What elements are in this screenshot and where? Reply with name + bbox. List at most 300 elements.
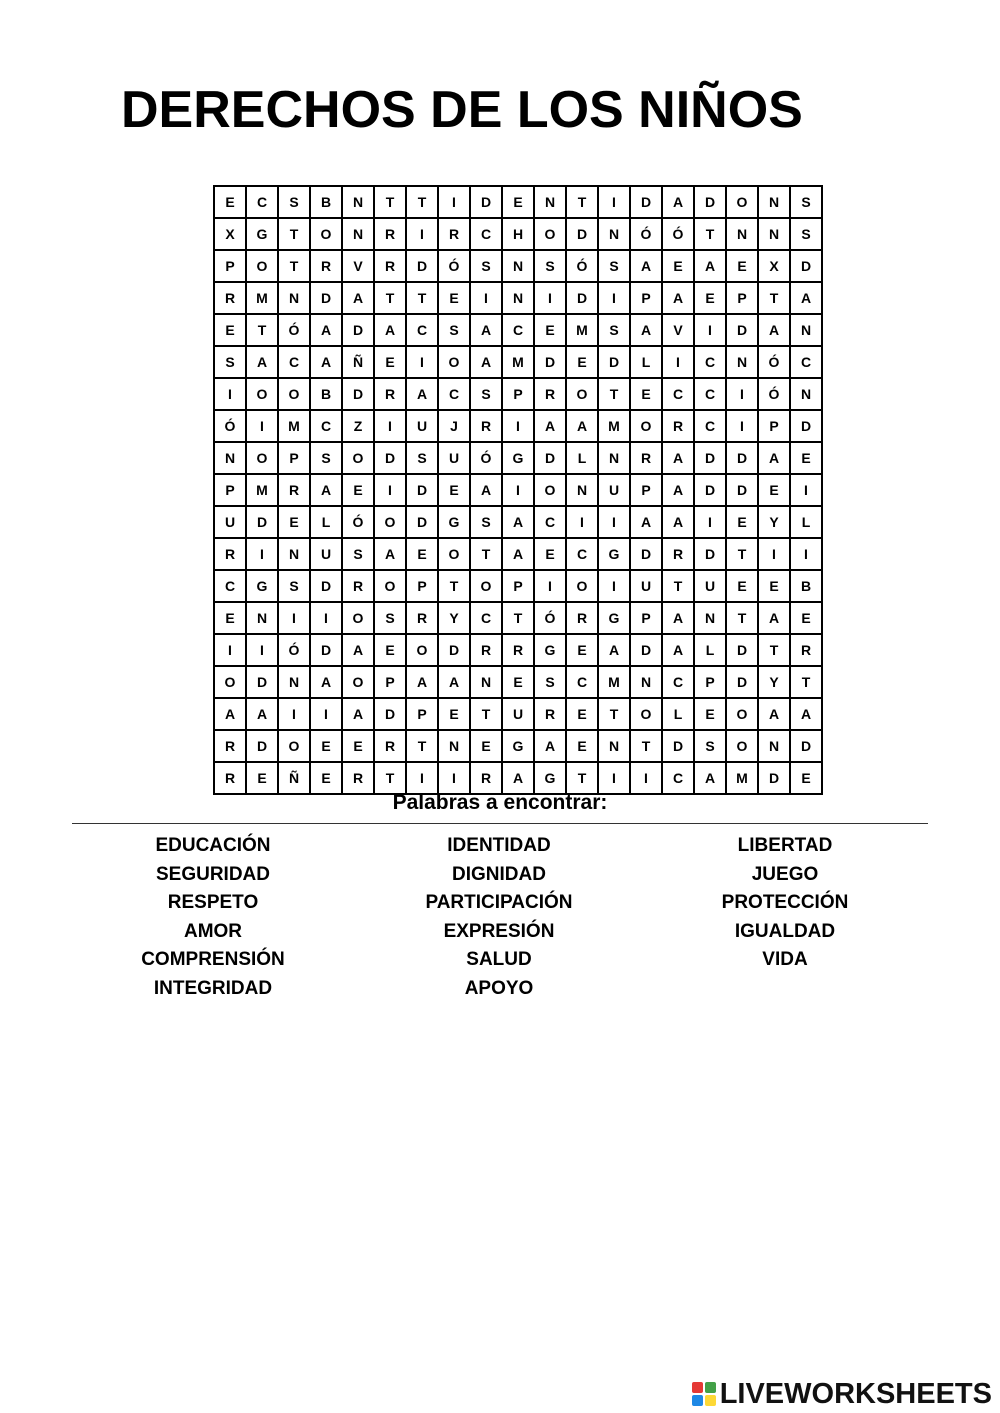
grid-cell[interactable]: P	[406, 698, 438, 730]
grid-cell[interactable]: O	[342, 602, 374, 634]
grid-cell[interactable]: D	[342, 314, 374, 346]
grid-cell[interactable]: T	[406, 730, 438, 762]
grid-cell[interactable]: Ó	[630, 218, 662, 250]
grid-cell[interactable]: E	[470, 730, 502, 762]
grid-cell[interactable]: Ó	[662, 218, 694, 250]
grid-cell[interactable]: R	[342, 570, 374, 602]
grid-cell[interactable]: T	[246, 314, 278, 346]
grid-cell[interactable]: Z	[342, 410, 374, 442]
grid-cell[interactable]: G	[534, 762, 566, 794]
grid-cell[interactable]: G	[502, 442, 534, 474]
grid-cell[interactable]: A	[662, 474, 694, 506]
grid-cell[interactable]: A	[662, 602, 694, 634]
grid-cell[interactable]: E	[214, 186, 246, 218]
grid-cell[interactable]: S	[278, 570, 310, 602]
grid-cell[interactable]: A	[566, 410, 598, 442]
grid-cell[interactable]: E	[726, 570, 758, 602]
grid-cell[interactable]: L	[566, 442, 598, 474]
grid-cell[interactable]: E	[726, 250, 758, 282]
grid-cell[interactable]: M	[598, 666, 630, 698]
grid-cell[interactable]: I	[374, 410, 406, 442]
grid-cell[interactable]: C	[790, 346, 822, 378]
grid-cell[interactable]: L	[662, 698, 694, 730]
grid-cell[interactable]: T	[278, 250, 310, 282]
grid-cell[interactable]: A	[630, 506, 662, 538]
grid-cell[interactable]: T	[566, 186, 598, 218]
grid-cell[interactable]: D	[630, 634, 662, 666]
grid-cell[interactable]: S	[310, 442, 342, 474]
grid-cell[interactable]: N	[694, 602, 726, 634]
grid-cell[interactable]: O	[374, 506, 406, 538]
grid-cell[interactable]: V	[342, 250, 374, 282]
grid-cell[interactable]: I	[598, 762, 630, 794]
grid-cell[interactable]: Ó	[438, 250, 470, 282]
grid-cell[interactable]: P	[406, 570, 438, 602]
grid-cell[interactable]: C	[406, 314, 438, 346]
grid-cell[interactable]: A	[758, 442, 790, 474]
grid-cell[interactable]: O	[726, 730, 758, 762]
grid-cell[interactable]: D	[630, 186, 662, 218]
grid-cell[interactable]: E	[726, 506, 758, 538]
grid-cell[interactable]: T	[662, 570, 694, 602]
grid-cell[interactable]: D	[310, 570, 342, 602]
grid-cell[interactable]: Ó	[758, 346, 790, 378]
grid-cell[interactable]: A	[310, 314, 342, 346]
grid-cell[interactable]: P	[758, 410, 790, 442]
grid-cell[interactable]: M	[246, 474, 278, 506]
grid-cell[interactable]: O	[246, 250, 278, 282]
grid-cell[interactable]: N	[758, 730, 790, 762]
grid-cell[interactable]: S	[278, 186, 310, 218]
grid-cell[interactable]: G	[598, 538, 630, 570]
grid-cell[interactable]: E	[534, 538, 566, 570]
grid-cell[interactable]: E	[694, 282, 726, 314]
grid-cell[interactable]: I	[534, 282, 566, 314]
grid-cell[interactable]: U	[502, 698, 534, 730]
grid-cell[interactable]: O	[566, 570, 598, 602]
grid-cell[interactable]: D	[374, 698, 406, 730]
grid-cell[interactable]: R	[790, 634, 822, 666]
grid-cell[interactable]: I	[694, 314, 726, 346]
grid-cell[interactable]: T	[438, 570, 470, 602]
grid-cell[interactable]: G	[246, 218, 278, 250]
grid-cell[interactable]: A	[342, 634, 374, 666]
grid-cell[interactable]: A	[758, 602, 790, 634]
grid-cell[interactable]: Ó	[342, 506, 374, 538]
grid-cell[interactable]: N	[598, 218, 630, 250]
grid-cell[interactable]: O	[438, 538, 470, 570]
grid-cell[interactable]: I	[502, 410, 534, 442]
grid-cell[interactable]: A	[662, 506, 694, 538]
grid-cell[interactable]: O	[438, 346, 470, 378]
grid-cell[interactable]: N	[278, 282, 310, 314]
grid-cell[interactable]: O	[310, 218, 342, 250]
grid-cell[interactable]: M	[502, 346, 534, 378]
grid-cell[interactable]: O	[726, 698, 758, 730]
grid-cell[interactable]: X	[758, 250, 790, 282]
grid-cell[interactable]: R	[534, 698, 566, 730]
grid-cell[interactable]: I	[758, 538, 790, 570]
grid-cell[interactable]: A	[534, 730, 566, 762]
grid-cell[interactable]: R	[374, 378, 406, 410]
grid-cell[interactable]: U	[598, 474, 630, 506]
grid-cell[interactable]: O	[214, 666, 246, 698]
grid-cell[interactable]: E	[630, 378, 662, 410]
grid-cell[interactable]: T	[470, 698, 502, 730]
grid-cell[interactable]: A	[534, 410, 566, 442]
grid-cell[interactable]: T	[758, 634, 790, 666]
grid-cell[interactable]: I	[470, 282, 502, 314]
grid-cell[interactable]: R	[310, 250, 342, 282]
grid-cell[interactable]: E	[534, 314, 566, 346]
grid-cell[interactable]: I	[278, 698, 310, 730]
grid-cell[interactable]: E	[662, 250, 694, 282]
grid-cell[interactable]: O	[278, 730, 310, 762]
grid-cell[interactable]: Y	[438, 602, 470, 634]
grid-cell[interactable]: S	[374, 602, 406, 634]
grid-cell[interactable]: U	[310, 538, 342, 570]
grid-cell[interactable]: D	[246, 666, 278, 698]
grid-cell[interactable]: R	[470, 634, 502, 666]
grid-cell[interactable]: P	[630, 282, 662, 314]
grid-cell[interactable]: C	[694, 410, 726, 442]
grid-cell[interactable]: Ñ	[342, 346, 374, 378]
grid-cell[interactable]: A	[662, 282, 694, 314]
grid-cell[interactable]: N	[246, 602, 278, 634]
grid-cell[interactable]: O	[726, 186, 758, 218]
grid-cell[interactable]: A	[374, 538, 406, 570]
grid-cell[interactable]: A	[310, 474, 342, 506]
grid-cell[interactable]: O	[246, 378, 278, 410]
grid-cell[interactable]: S	[470, 506, 502, 538]
grid-cell[interactable]: C	[246, 186, 278, 218]
grid-cell[interactable]: D	[630, 538, 662, 570]
grid-cell[interactable]: E	[758, 570, 790, 602]
grid-cell[interactable]: R	[534, 378, 566, 410]
grid-cell[interactable]: L	[694, 634, 726, 666]
grid-cell[interactable]: N	[278, 538, 310, 570]
grid-cell[interactable]: E	[566, 634, 598, 666]
grid-cell[interactable]: E	[310, 730, 342, 762]
grid-cell[interactable]: S	[598, 314, 630, 346]
grid-cell[interactable]: C	[470, 602, 502, 634]
grid-cell[interactable]: Ó	[534, 602, 566, 634]
grid-cell[interactable]: A	[214, 698, 246, 730]
grid-cell[interactable]: N	[566, 474, 598, 506]
grid-cell[interactable]: O	[566, 378, 598, 410]
grid-cell[interactable]: D	[790, 250, 822, 282]
grid-cell[interactable]: T	[726, 602, 758, 634]
grid-cell[interactable]: T	[374, 282, 406, 314]
grid-cell[interactable]: M	[598, 410, 630, 442]
grid-cell[interactable]: E	[790, 602, 822, 634]
grid-cell[interactable]: N	[502, 282, 534, 314]
grid-cell[interactable]: I	[662, 346, 694, 378]
grid-cell[interactable]: E	[214, 314, 246, 346]
grid-cell[interactable]: G	[246, 570, 278, 602]
grid-cell[interactable]: D	[694, 538, 726, 570]
grid-cell[interactable]: O	[278, 378, 310, 410]
grid-cell[interactable]: I	[310, 698, 342, 730]
grid-cell[interactable]: S	[470, 250, 502, 282]
grid-cell[interactable]: T	[406, 282, 438, 314]
grid-cell[interactable]: A	[662, 186, 694, 218]
grid-cell[interactable]: L	[310, 506, 342, 538]
grid-cell[interactable]: N	[534, 186, 566, 218]
grid-cell[interactable]: A	[662, 442, 694, 474]
grid-cell[interactable]: A	[374, 314, 406, 346]
grid-cell[interactable]: C	[662, 666, 694, 698]
grid-cell[interactable]: E	[342, 730, 374, 762]
grid-cell[interactable]: D	[310, 634, 342, 666]
grid-cell[interactable]: A	[470, 346, 502, 378]
grid-cell[interactable]: N	[598, 442, 630, 474]
grid-cell[interactable]: T	[694, 218, 726, 250]
grid-cell[interactable]: N	[758, 218, 790, 250]
grid-cell[interactable]: E	[214, 602, 246, 634]
grid-cell[interactable]: C	[438, 378, 470, 410]
grid-cell[interactable]: R	[342, 762, 374, 794]
grid-cell[interactable]: A	[790, 282, 822, 314]
grid-cell[interactable]: P	[502, 378, 534, 410]
grid-cell[interactable]: E	[502, 666, 534, 698]
grid-cell[interactable]: O	[534, 474, 566, 506]
grid-cell[interactable]: L	[790, 506, 822, 538]
grid-cell[interactable]: T	[726, 538, 758, 570]
grid-cell[interactable]: N	[758, 186, 790, 218]
grid-cell[interactable]: C	[694, 378, 726, 410]
grid-cell[interactable]: D	[246, 506, 278, 538]
grid-cell[interactable]: A	[662, 634, 694, 666]
grid-cell[interactable]: D	[566, 218, 598, 250]
grid-cell[interactable]: R	[502, 634, 534, 666]
grid-cell[interactable]: D	[310, 282, 342, 314]
grid-cell[interactable]: S	[790, 186, 822, 218]
grid-cell[interactable]: I	[310, 602, 342, 634]
grid-cell[interactable]: I	[406, 218, 438, 250]
grid-cell[interactable]: R	[214, 730, 246, 762]
grid-cell[interactable]: D	[726, 634, 758, 666]
grid-cell[interactable]: D	[790, 730, 822, 762]
grid-cell[interactable]: M	[278, 410, 310, 442]
grid-cell[interactable]: G	[438, 506, 470, 538]
grid-cell[interactable]: A	[790, 698, 822, 730]
grid-cell[interactable]: P	[726, 282, 758, 314]
grid-cell[interactable]: Y	[758, 506, 790, 538]
grid-cell[interactable]: A	[342, 698, 374, 730]
grid-cell[interactable]: I	[502, 474, 534, 506]
grid-cell[interactable]: R	[470, 410, 502, 442]
grid-cell[interactable]: E	[342, 474, 374, 506]
grid-cell[interactable]: E	[374, 634, 406, 666]
grid-cell[interactable]: S	[438, 314, 470, 346]
grid-cell[interactable]: A	[470, 474, 502, 506]
grid-cell[interactable]: U	[214, 506, 246, 538]
grid-cell[interactable]: I	[566, 506, 598, 538]
grid-cell[interactable]: T	[374, 186, 406, 218]
grid-cell[interactable]: P	[502, 570, 534, 602]
grid-cell[interactable]: I	[406, 762, 438, 794]
grid-cell[interactable]: D	[790, 410, 822, 442]
grid-cell[interactable]: D	[726, 666, 758, 698]
grid-cell[interactable]: A	[630, 314, 662, 346]
grid-cell[interactable]: O	[630, 410, 662, 442]
grid-cell[interactable]: O	[342, 666, 374, 698]
grid-cell[interactable]: H	[502, 218, 534, 250]
grid-cell[interactable]: B	[790, 570, 822, 602]
grid-cell[interactable]: D	[374, 442, 406, 474]
grid-cell[interactable]: T	[278, 218, 310, 250]
grid-cell[interactable]: B	[310, 378, 342, 410]
grid-cell[interactable]: T	[630, 730, 662, 762]
grid-cell[interactable]: T	[566, 762, 598, 794]
grid-cell[interactable]: C	[278, 346, 310, 378]
grid-cell[interactable]: I	[246, 634, 278, 666]
grid-cell[interactable]: D	[406, 474, 438, 506]
grid-cell[interactable]: D	[694, 474, 726, 506]
grid-cell[interactable]: D	[342, 378, 374, 410]
grid-cell[interactable]: I	[438, 186, 470, 218]
grid-cell[interactable]: N	[790, 314, 822, 346]
grid-cell[interactable]: A	[758, 314, 790, 346]
grid-cell[interactable]: T	[502, 602, 534, 634]
grid-cell[interactable]: U	[694, 570, 726, 602]
grid-cell[interactable]: R	[470, 762, 502, 794]
grid-cell[interactable]: S	[534, 666, 566, 698]
grid-cell[interactable]: Ó	[278, 634, 310, 666]
grid-cell[interactable]: I	[278, 602, 310, 634]
grid-cell[interactable]: E	[438, 474, 470, 506]
grid-cell[interactable]: A	[246, 698, 278, 730]
grid-cell[interactable]: C	[566, 666, 598, 698]
grid-cell[interactable]: D	[598, 346, 630, 378]
grid-cell[interactable]: T	[406, 186, 438, 218]
grid-cell[interactable]: S	[534, 250, 566, 282]
grid-cell[interactable]: A	[598, 634, 630, 666]
grid-cell[interactable]: I	[790, 538, 822, 570]
grid-cell[interactable]: C	[502, 314, 534, 346]
grid-cell[interactable]: A	[694, 250, 726, 282]
grid-cell[interactable]: D	[694, 186, 726, 218]
grid-cell[interactable]: O	[406, 634, 438, 666]
grid-cell[interactable]: T	[598, 378, 630, 410]
grid-cell[interactable]: A	[310, 666, 342, 698]
grid-cell[interactable]: C	[534, 506, 566, 538]
grid-cell[interactable]: R	[406, 602, 438, 634]
grid-cell[interactable]: D	[726, 442, 758, 474]
grid-cell[interactable]: C	[470, 218, 502, 250]
grid-cell[interactable]: E	[694, 698, 726, 730]
grid-cell[interactable]: Ó	[758, 378, 790, 410]
grid-cell[interactable]: G	[502, 730, 534, 762]
grid-cell[interactable]: A	[246, 346, 278, 378]
grid-cell[interactable]: E	[566, 346, 598, 378]
grid-cell[interactable]: R	[374, 218, 406, 250]
grid-cell[interactable]: E	[310, 762, 342, 794]
grid-cell[interactable]: R	[566, 602, 598, 634]
grid-cell[interactable]: I	[374, 474, 406, 506]
grid-cell[interactable]: R	[214, 538, 246, 570]
grid-cell[interactable]: G	[534, 634, 566, 666]
grid-cell[interactable]: I	[534, 570, 566, 602]
grid-cell[interactable]: P	[630, 602, 662, 634]
grid-cell[interactable]: P	[630, 474, 662, 506]
grid-cell[interactable]: Ó	[566, 250, 598, 282]
grid-cell[interactable]: A	[694, 762, 726, 794]
grid-cell[interactable]: I	[694, 506, 726, 538]
grid-cell[interactable]: T	[598, 698, 630, 730]
grid-cell[interactable]: I	[598, 186, 630, 218]
grid-cell[interactable]: A	[342, 282, 374, 314]
grid-cell[interactable]: E	[790, 762, 822, 794]
grid-cell[interactable]: N	[278, 666, 310, 698]
grid-cell[interactable]: Ó	[278, 314, 310, 346]
grid-cell[interactable]: C	[566, 538, 598, 570]
grid-cell[interactable]: S	[342, 538, 374, 570]
grid-cell[interactable]: O	[534, 218, 566, 250]
grid-cell[interactable]: I	[214, 378, 246, 410]
grid-cell[interactable]: E	[566, 730, 598, 762]
grid-cell[interactable]: S	[790, 218, 822, 250]
grid-cell[interactable]: O	[374, 570, 406, 602]
grid-cell[interactable]: T	[470, 538, 502, 570]
grid-cell[interactable]: A	[406, 666, 438, 698]
grid-cell[interactable]: S	[598, 250, 630, 282]
grid-cell[interactable]: P	[694, 666, 726, 698]
grid-cell[interactable]: E	[406, 538, 438, 570]
grid-cell[interactable]: N	[726, 346, 758, 378]
grid-cell[interactable]: R	[438, 218, 470, 250]
grid-cell[interactable]: P	[278, 442, 310, 474]
grid-cell[interactable]: I	[726, 378, 758, 410]
grid-cell[interactable]: N	[342, 218, 374, 250]
grid-cell[interactable]: S	[470, 378, 502, 410]
grid-cell[interactable]: T	[758, 282, 790, 314]
grid-cell[interactable]: N	[630, 666, 662, 698]
grid-cell[interactable]: O	[342, 442, 374, 474]
grid-cell[interactable]: N	[214, 442, 246, 474]
grid-cell[interactable]: A	[502, 538, 534, 570]
grid-cell[interactable]: N	[438, 730, 470, 762]
grid-cell[interactable]: I	[214, 634, 246, 666]
grid-cell[interactable]: A	[502, 506, 534, 538]
grid-cell[interactable]: C	[694, 346, 726, 378]
grid-cell[interactable]: R	[662, 538, 694, 570]
grid-cell[interactable]: C	[662, 378, 694, 410]
grid-cell[interactable]: I	[246, 410, 278, 442]
grid-cell[interactable]: E	[566, 698, 598, 730]
grid-cell[interactable]: R	[374, 250, 406, 282]
grid-cell[interactable]: C	[662, 762, 694, 794]
grid-cell[interactable]: U	[406, 410, 438, 442]
grid-cell[interactable]: Ñ	[278, 762, 310, 794]
grid-cell[interactable]: I	[790, 474, 822, 506]
grid-cell[interactable]: A	[758, 698, 790, 730]
grid-cell[interactable]: E	[438, 282, 470, 314]
grid-cell[interactable]: N	[726, 218, 758, 250]
grid-cell[interactable]: C	[214, 570, 246, 602]
grid-cell[interactable]: L	[630, 346, 662, 378]
grid-cell[interactable]: A	[630, 250, 662, 282]
grid-cell[interactable]: A	[470, 314, 502, 346]
grid-cell[interactable]: M	[246, 282, 278, 314]
grid-cell[interactable]: R	[214, 282, 246, 314]
grid-cell[interactable]: T	[374, 762, 406, 794]
grid-cell[interactable]: Ó	[214, 410, 246, 442]
grid-cell[interactable]: D	[470, 186, 502, 218]
grid-cell[interactable]: Y	[758, 666, 790, 698]
grid-cell[interactable]: G	[598, 602, 630, 634]
